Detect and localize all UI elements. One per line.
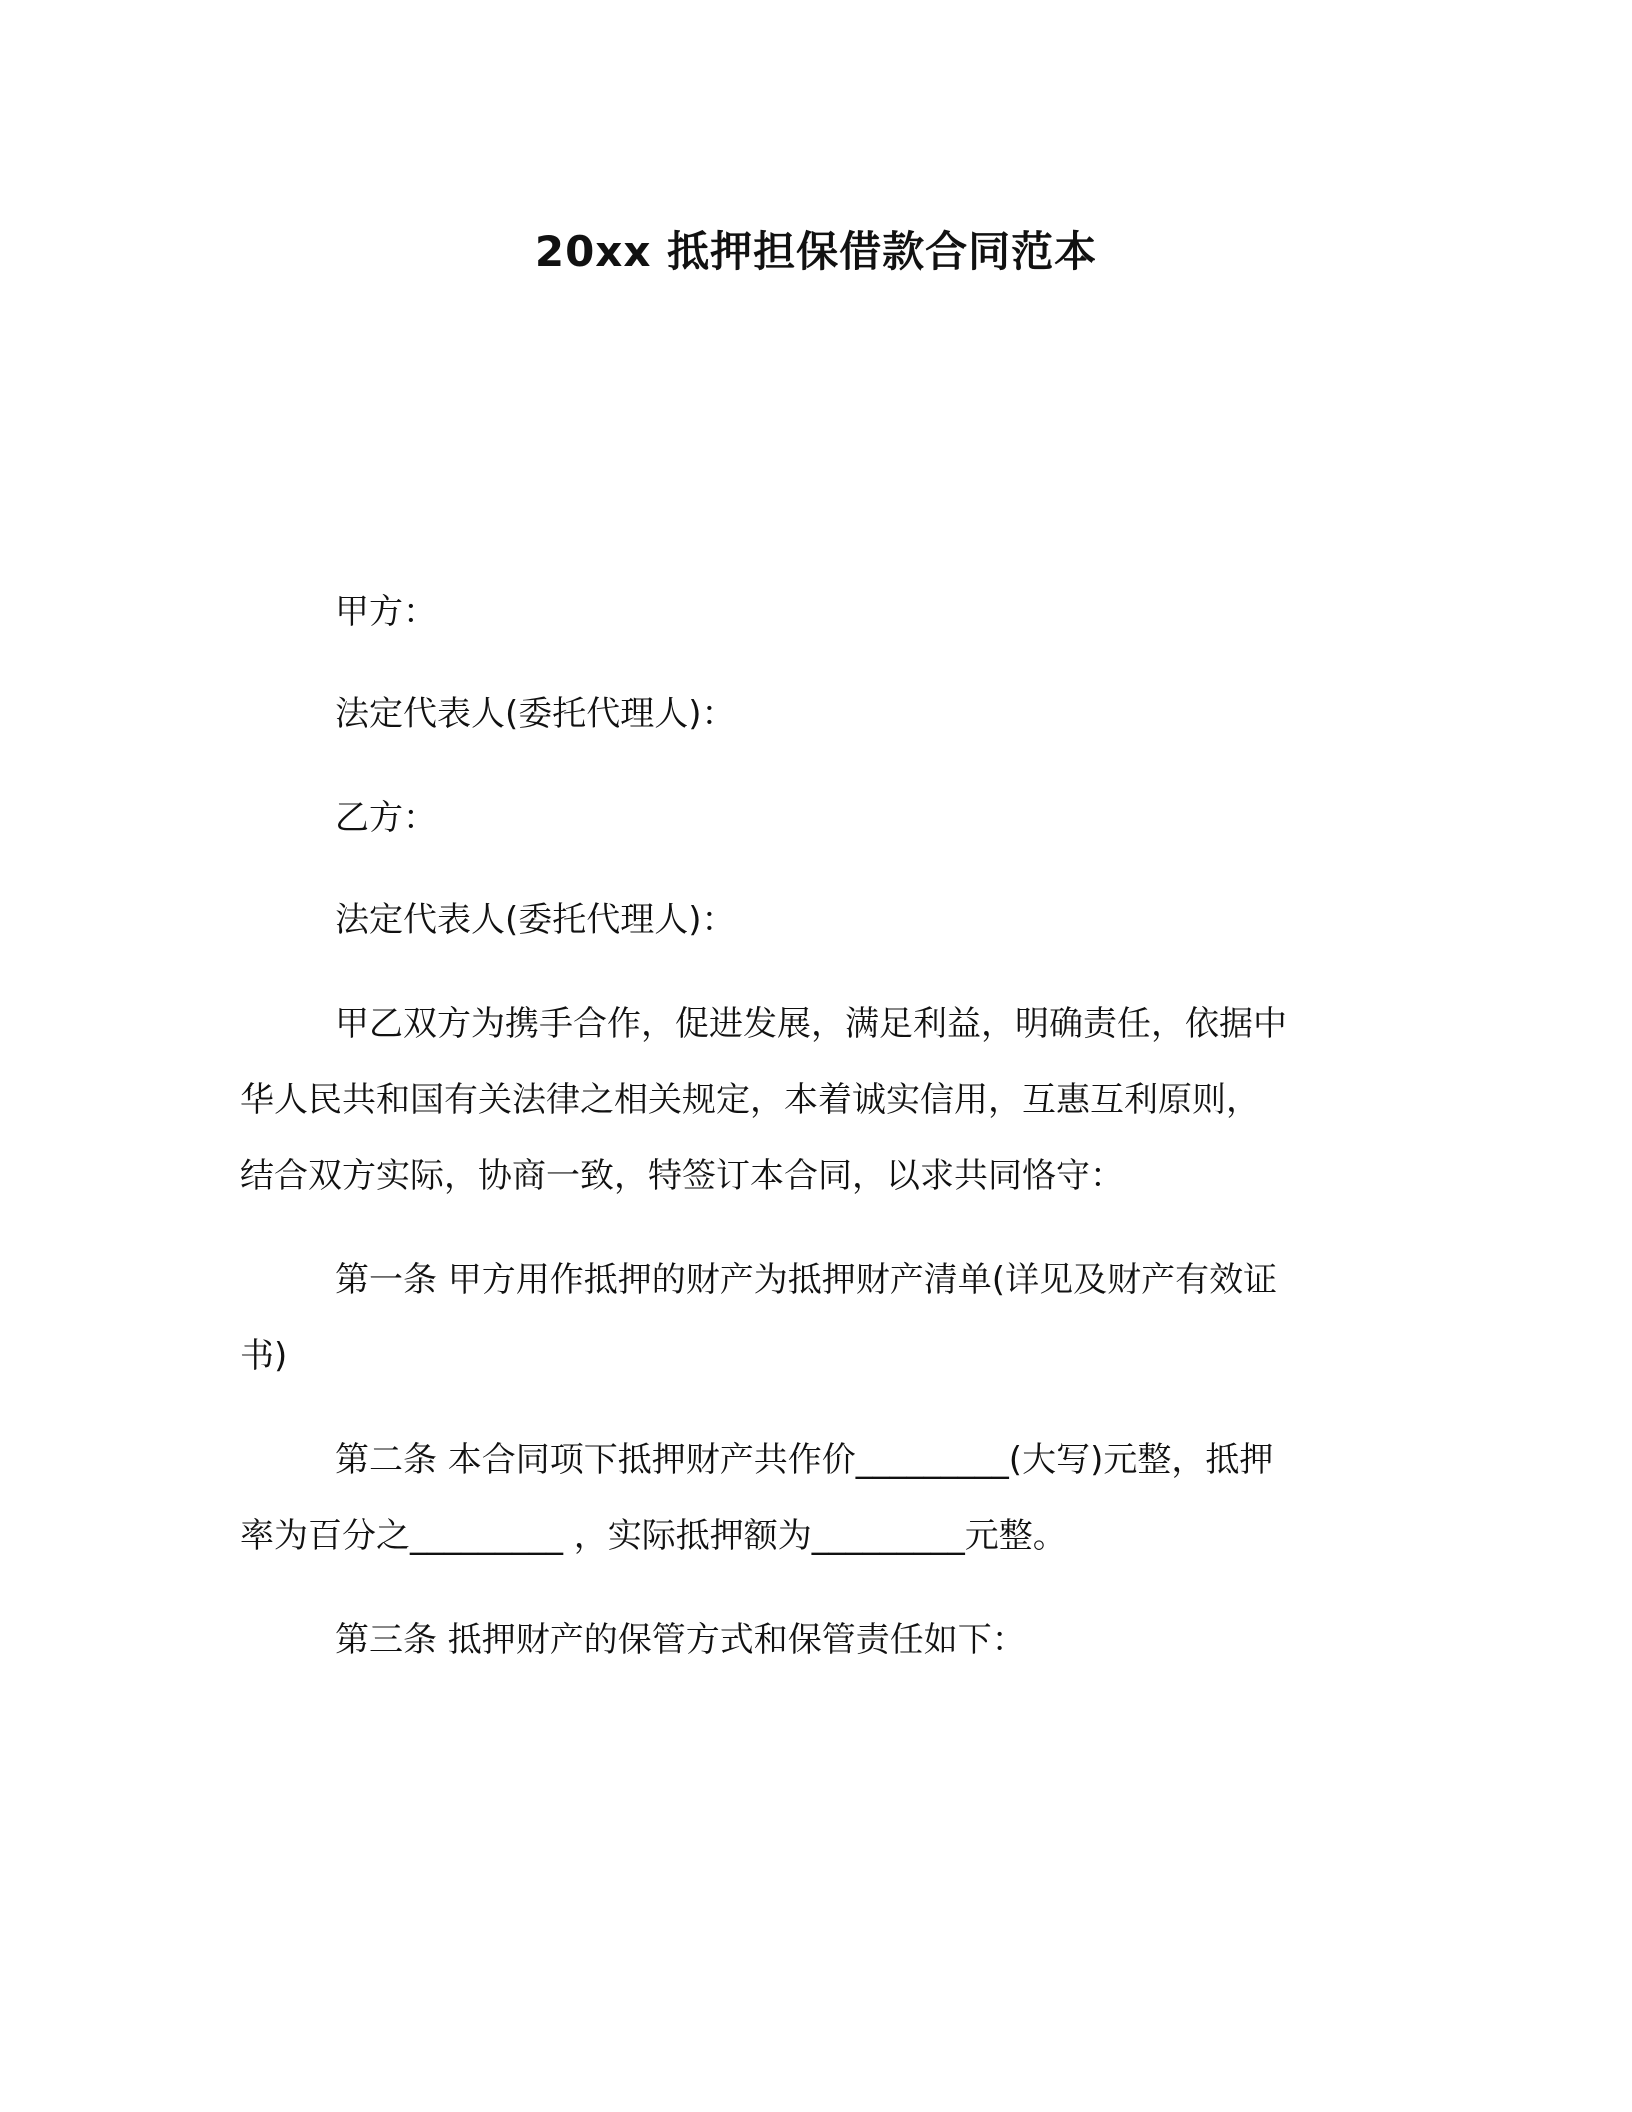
preamble-line: 甲乙双方为携手合作，促进发展，满足利益，明确责任，依据中 — [335, 1004, 1287, 1044]
article-2-line: 率为百分之_________ ，实际抵押额为_________元整。 — [240, 1516, 1067, 1556]
article-3-line: 第三条 抵押财产的保管方式和保管责任如下： — [335, 1620, 1026, 1660]
article-2-line: 第二条 本合同项下抵押财产共作价_________(大写)元整，抵押 — [335, 1440, 1274, 1480]
party-a-line: 甲方： — [335, 592, 437, 632]
article-1-line: 书) — [240, 1336, 288, 1376]
preamble-line: 华人民共和国有关法律之相关规定，本着诚实信用，互惠互利原则， — [240, 1080, 1260, 1120]
party-b-line: 乙方： — [335, 798, 437, 838]
article-1-line: 第一条 甲方用作抵押的财产为抵押财产清单(详见及财产有效证 — [335, 1260, 1278, 1300]
document-title: 20xx 抵押担保借款合同范本 — [534, 227, 1098, 276]
preamble-line: 结合双方实际，协商一致，特签订本合同，以求共同恪守： — [240, 1156, 1124, 1196]
party-b-representative-line: 法定代表人(委托代理人)： — [335, 900, 736, 940]
party-a-representative-line: 法定代表人(委托代理人)： — [335, 694, 736, 734]
